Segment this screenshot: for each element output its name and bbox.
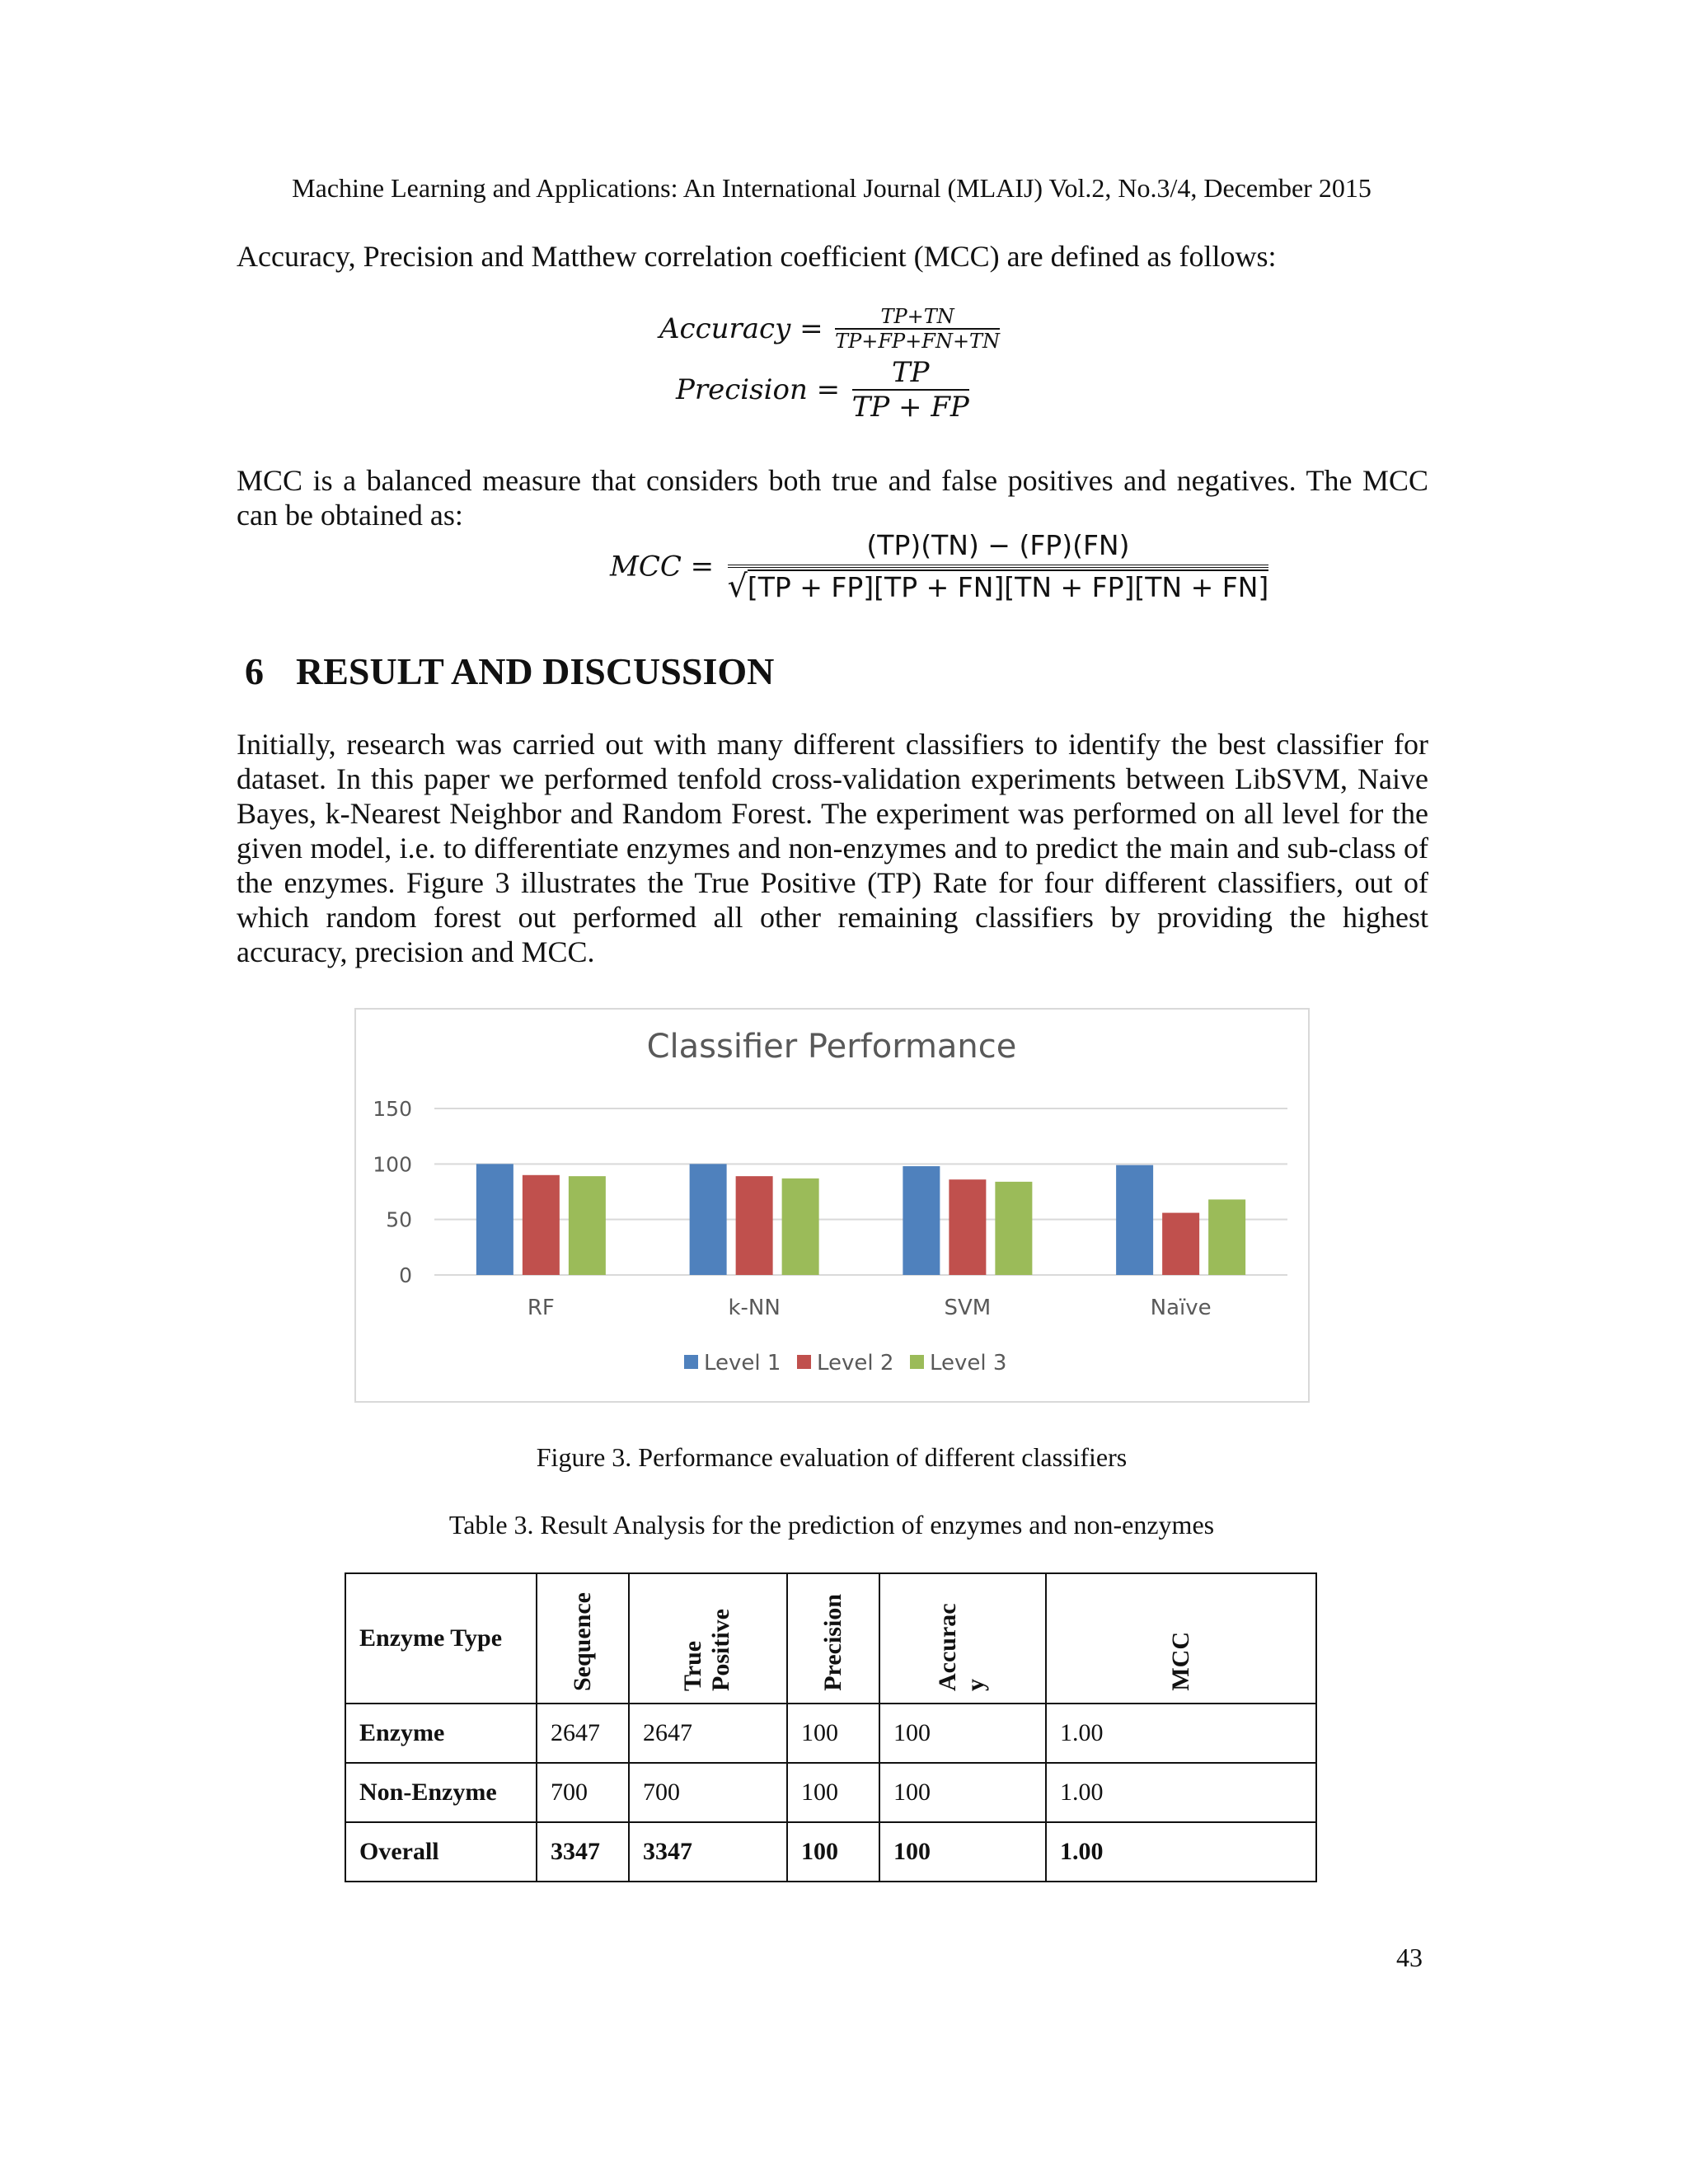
legend-swatch bbox=[684, 1355, 698, 1369]
cell-sequence: 2647 bbox=[537, 1704, 629, 1763]
classifier-performance-chart bbox=[356, 1010, 1308, 1401]
legend-label: Level 3 bbox=[930, 1351, 1007, 1376]
bar-level-3 bbox=[1208, 1199, 1245, 1275]
bar-level-3 bbox=[569, 1176, 606, 1275]
cell-sequence: 3347 bbox=[537, 1822, 629, 1882]
y-tick-label: 50 bbox=[386, 1207, 412, 1232]
y-tick-label: 150 bbox=[373, 1097, 412, 1121]
accuracy-lhs: Accuracy = bbox=[659, 312, 823, 345]
header-accuracy-text: Accurac y bbox=[934, 1603, 989, 1691]
legend-label: Level 2 bbox=[817, 1351, 894, 1376]
row-label: Overall bbox=[345, 1822, 537, 1882]
bar-level-2 bbox=[949, 1179, 986, 1275]
bar-level-1 bbox=[690, 1164, 727, 1275]
cell-precision: 100 bbox=[787, 1704, 879, 1763]
legend-label: Level 1 bbox=[704, 1351, 781, 1376]
precision-equation bbox=[676, 356, 969, 424]
section-heading bbox=[245, 649, 774, 693]
header-enzyme-type: Enzyme Type bbox=[345, 1573, 537, 1704]
mcc-equation bbox=[610, 529, 1268, 604]
table-row-overall bbox=[345, 1822, 1316, 1882]
precision-numerator: TP bbox=[852, 356, 969, 391]
header-accuracy bbox=[879, 1573, 1046, 1704]
accuracy-equation bbox=[659, 305, 1000, 353]
cell-mcc: 1.00 bbox=[1046, 1763, 1316, 1822]
cell-accuracy: 100 bbox=[879, 1822, 1046, 1882]
intro-text: Accuracy, Precision and Matthew correlation coefficient (MCC) are defined as follows: bbox=[237, 240, 1277, 273]
bar-level-2 bbox=[523, 1175, 560, 1275]
header-true-positive-text: True Positive bbox=[679, 1609, 734, 1691]
x-tick-label: k-NN bbox=[728, 1296, 781, 1320]
cell-precision: 100 bbox=[787, 1763, 879, 1822]
table-caption: Table 3. Result Analysis for the prediction of enzymes and non-enzymes bbox=[448, 1510, 1215, 1540]
table-row bbox=[345, 1704, 1316, 1763]
bar-level-1 bbox=[476, 1164, 513, 1275]
mcc-fraction bbox=[728, 529, 1269, 604]
cell-mcc: 1.00 bbox=[1046, 1822, 1316, 1882]
chart-title: Classifier Performance bbox=[646, 1028, 1017, 1066]
sqrt-symbol: √ bbox=[727, 568, 748, 604]
section-number: 6 bbox=[245, 650, 264, 692]
legend-swatch bbox=[910, 1355, 924, 1369]
header-sequence-text: Sequence bbox=[569, 1592, 596, 1691]
cell-precision: 100 bbox=[787, 1822, 879, 1882]
precision-lhs: Precision = bbox=[676, 373, 841, 406]
cell-true-positive: 700 bbox=[629, 1763, 787, 1822]
mcc-lhs: MCC = bbox=[610, 550, 715, 583]
running-header: Machine Learning and Applications: An International Journal (MLAIJ) Vol.2, No.3/4, December 2015 bbox=[292, 173, 1372, 203]
y-tick-label: 100 bbox=[373, 1152, 412, 1177]
accuracy-numerator: TP+TN bbox=[835, 305, 1000, 330]
mcc-numerator: (TP)(TN) − (FP)(FN) bbox=[728, 529, 1269, 568]
header-precision bbox=[787, 1573, 879, 1704]
results-table bbox=[345, 1572, 1317, 1882]
chart-frame bbox=[354, 1008, 1310, 1403]
bar-level-2 bbox=[1162, 1213, 1199, 1275]
cell-accuracy: 100 bbox=[879, 1704, 1046, 1763]
bar-level-1 bbox=[1116, 1165, 1153, 1275]
cell-true-positive: 2647 bbox=[629, 1704, 787, 1763]
precision-denominator: TP + FP bbox=[851, 391, 969, 424]
header-true-positive bbox=[629, 1573, 787, 1704]
precision-fraction bbox=[852, 356, 969, 424]
bar-level-3 bbox=[995, 1182, 1032, 1275]
x-tick-label: SVM bbox=[944, 1296, 992, 1320]
mcc-denominator: [TP + FP][TP + FN][TN + FP][TN + FN] bbox=[747, 571, 1269, 603]
mcc-text: MCC is a balanced measure that considers both true and false positives and negatives. The MCC can be obtained as: bbox=[237, 464, 1428, 532]
table-row bbox=[345, 1763, 1316, 1822]
accuracy-denominator: TP+FP+FN+TN bbox=[835, 330, 1001, 353]
x-tick-label: Naïve bbox=[1150, 1296, 1212, 1320]
cell-sequence: 700 bbox=[537, 1763, 629, 1822]
legend-swatch bbox=[797, 1355, 811, 1369]
bar-level-3 bbox=[782, 1179, 819, 1275]
discussion-paragraph: Initially, research was carried out with many different classifiers to identify the best classifier for dataset. In this paper we performed tenfold cross-validation experiments between LibSVM, Naive Bayes, k-Nearest Neighbor and Random Forest. The experiment was performed on all level for the given model, i.e. to differentiate enzymes and non-enzymes and to predict the main and sub-class of the enzymes. Figure 3 illustrates the True Positive (TP) Rate for four different classifiers, out of which random forest out performed all other remaining classifiers by providing the highest accuracy, precision and MCC. bbox=[237, 728, 1428, 968]
page-number: 43 bbox=[1396, 1943, 1423, 1972]
table-header-row bbox=[345, 1573, 1316, 1704]
bar-level-2 bbox=[736, 1176, 773, 1275]
section-title: RESULT AND DISCUSSION bbox=[296, 650, 775, 692]
cell-mcc: 1.00 bbox=[1046, 1704, 1316, 1763]
header-mcc bbox=[1046, 1573, 1316, 1704]
header-mcc-text: MCC bbox=[1167, 1632, 1194, 1691]
bar-level-1 bbox=[903, 1166, 940, 1275]
cell-true-positive: 3347 bbox=[629, 1822, 787, 1882]
row-label: Non-Enzyme bbox=[345, 1763, 537, 1822]
y-tick-label: 0 bbox=[399, 1263, 412, 1287]
figure-caption: Figure 3. Performance evaluation of different classifiers bbox=[536, 1442, 1128, 1472]
header-precision-text: Precision bbox=[819, 1594, 846, 1691]
header-sequence bbox=[537, 1573, 629, 1704]
x-tick-label: RF bbox=[527, 1296, 555, 1320]
cell-accuracy: 100 bbox=[879, 1763, 1046, 1822]
mcc-denominator-wrap bbox=[728, 568, 1269, 604]
row-label: Enzyme bbox=[345, 1704, 537, 1763]
accuracy-fraction bbox=[835, 305, 1000, 353]
